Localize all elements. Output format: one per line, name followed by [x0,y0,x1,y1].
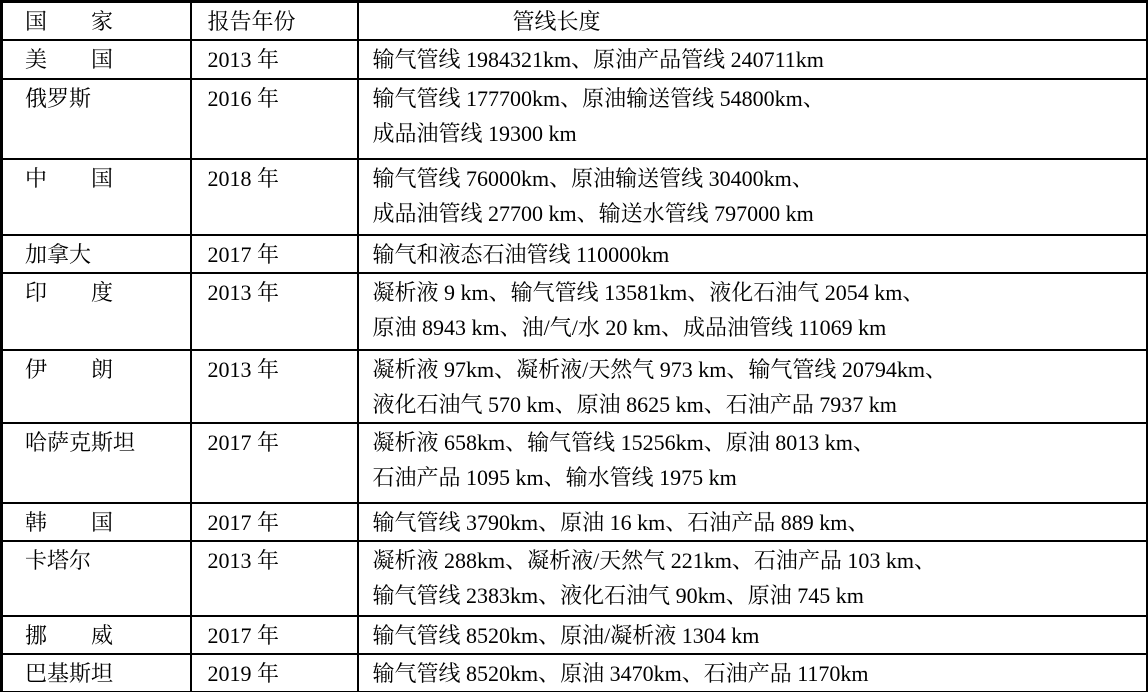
pipeline-line-text: 输气管线 76000km、原油输送管线 30400km、 [372,166,814,191]
cell-report-year: 2019 年 [191,654,358,692]
cell-report-year: 2017 年 [191,235,358,273]
report-year-column-header: 报告年份 [191,2,358,41]
cell-report-year: 2018 年 [191,159,358,235]
pipeline-line-text: 凝析液 288km、凝析液/天然气 221km、石油产品 103 km、 [372,548,936,573]
cell-country: 伊 朗 [2,350,191,423]
cell-report-year: 2013 年 [191,541,358,616]
table-row [2,423,1148,503]
cell-report-year: 2017 年 [191,503,358,541]
cell-country: 挪 威 [2,616,191,654]
pipeline-line-text: 输气管线 1984321km、原油产品管线 240711km [372,47,824,72]
table-row [2,159,1148,235]
cell-pipeline-lengths [358,503,1148,541]
pipeline-line-text: 成品油管线 27700 km、输送水管线 797000 km [372,201,814,226]
cell-pipeline-lengths [358,79,1148,159]
cell-report-year: 2013 年 [191,350,358,423]
pipeline-line-text: 成品油管线 19300 km [372,121,577,146]
table-row [2,541,1148,616]
cell-pipeline-lengths [358,235,1148,273]
pipeline-line-text: 输气管线 8520km、原油 3470km、石油产品 1170km [372,661,869,686]
table-row [2,79,1148,159]
header-row [2,2,1148,41]
cell-report-year: 2013 年 [191,40,358,79]
pipeline-line-text: 凝析液 9 km、输气管线 13581km、液化石油气 2054 km、 [372,280,925,305]
table-row [2,616,1148,654]
cell-report-year: 2016 年 [191,79,358,159]
cell-country: 哈萨克斯坦 [2,423,191,503]
cell-pipeline-lengths [358,654,1148,692]
table-row [2,40,1148,79]
cell-country: 加拿大 [2,235,191,273]
pipeline-line-text: 输气和液态石油管线 110000km [372,242,670,267]
table-header [2,2,1148,41]
cell-country: 巴基斯坦 [2,654,191,692]
cell-report-year: 2017 年 [191,616,358,654]
pipeline-line-text: 凝析液 658km、输气管线 15256km、原油 8013 km、 [372,430,875,455]
table-row [2,273,1148,350]
pipeline-line-text: 输气管线 3790km、原油 16 km、石油产品 889 km、 [372,510,870,535]
cell-pipeline-lengths [358,40,1148,79]
cell-country: 中 国 [2,159,191,235]
pipeline-line-text: 凝析液 97km、凝析液/天然气 973 km、输气管线 20794km、 [372,357,947,382]
cell-pipeline-lengths [358,273,1148,350]
cell-country: 俄罗斯 [2,79,191,159]
cell-pipeline-lengths [358,159,1148,235]
pipeline-line-text: 原油 8943 km、油/气/水 20 km、成品油管线 11069 km [372,315,887,340]
cell-country: 韩 国 [2,503,191,541]
cell-pipeline-lengths [358,350,1148,423]
country-column-header: 国 家 [2,2,191,41]
cell-country: 印 度 [2,273,191,350]
cell-country: 卡塔尔 [2,541,191,616]
cell-pipeline-lengths [358,616,1148,654]
pipeline-line-text: 输气管线 2383km、液化石油气 90km、原油 745 km [372,583,864,608]
pipeline-line-text: 输气管线 8520km、原油/凝析液 1304 km [372,623,760,648]
cell-report-year: 2013 年 [191,273,358,350]
cell-country: 美 国 [2,40,191,79]
cell-pipeline-lengths [358,423,1148,503]
table-body [2,40,1148,692]
cell-report-year: 2017 年 [191,423,358,503]
table-row [2,350,1148,423]
pipeline-line-text: 石油产品 1095 km、输水管线 1975 km [372,465,737,490]
table-row [2,654,1148,692]
table-row [2,235,1148,273]
cell-pipeline-lengths [358,541,1148,616]
pipeline-line-text: 液化石油气 570 km、原油 8625 km、石油产品 7937 km [372,392,897,417]
table-row [2,503,1148,541]
pipeline-line-text: 输气管线 177700km、原油输送管线 54800km、 [372,86,825,111]
pipeline-length-column-header: 管线长度 [358,2,1148,41]
